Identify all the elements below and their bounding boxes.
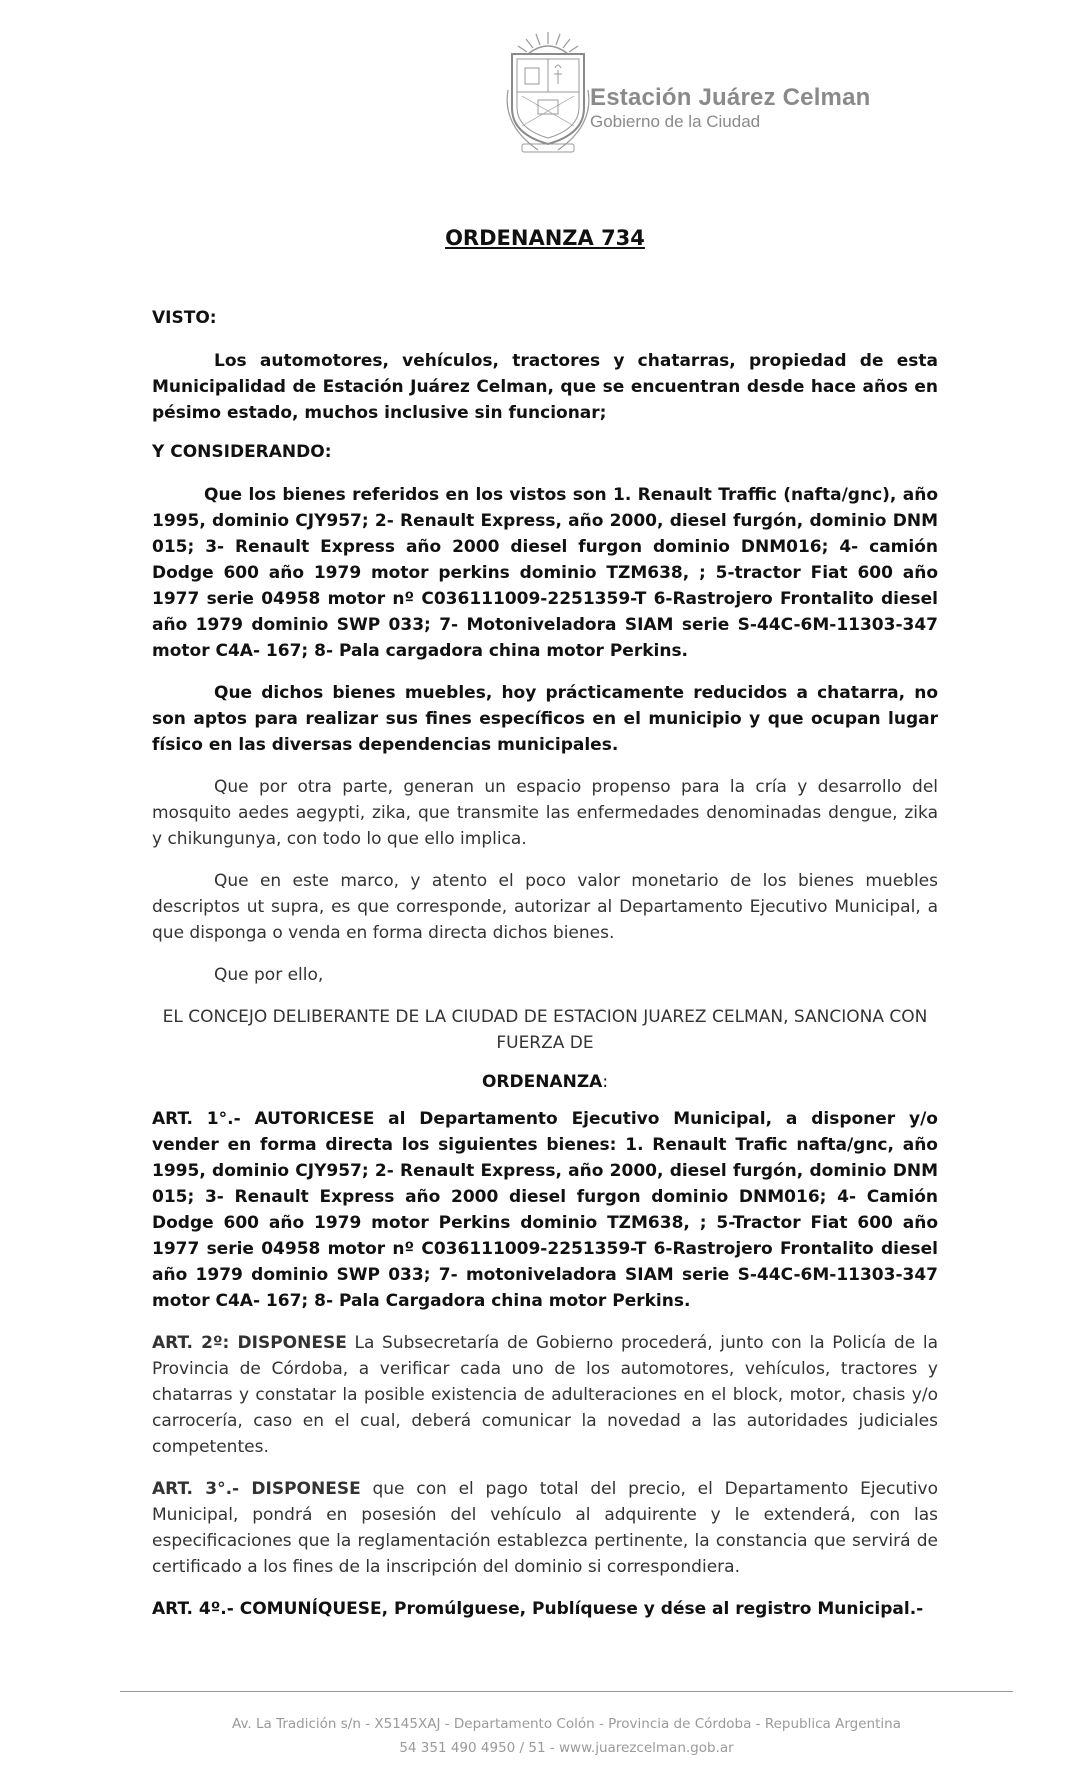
city-seal-icon xyxy=(498,30,598,158)
document-title: ORDENANZA 734 xyxy=(445,226,645,250)
letterhead xyxy=(498,30,918,160)
concejo-statement: EL CONCEJO DELIBERANTE DE LA CIUDAD DE ESTACION JUAREZ CELMAN, SANCIONA CON FUERZA DE xyxy=(162,1007,928,1053)
visto-paragraph: Los automotores, vehículos, tractores y chatarras, propiedad de esta Municipalidad de Estación Juárez Celman, que se encuentran desde hace años en pésimo estado, muchos inclusive sin funcionar; xyxy=(152,351,938,423)
article-2-text: La Subsecretaría de Gobierno procederá, junto con la Policía de la Provincia de Córdoba, a verificar cada uno de los automotores, vehículos, tractores y chatarras y constatar la posible existencia de adulteraciones en el block, motor, chasis y/o carrocería, caso en el cual, deberá comunicar la novedad a las autoridades judiciales competentes. xyxy=(152,1333,938,1457)
document-body xyxy=(152,226,938,1638)
article-1 xyxy=(152,1106,938,1314)
considerando-paragraph-1: Que los bienes referidos en los vistos son 1. Renault Traffic (nafta/gnc), año 1995, dominio CJY957; 2- Renault Express, año 2000, diesel furgón, dominio DNM 015; 3- Renault Express año 2000 diesel furgon dominio DNM016; 4- camión Dodge 600 año 1979 motor perkins dominio TZM638, ; 5-tractor Fiat 600 año 1977 serie 04958 motor nº C036111009-2251359-T 6-Rastrojero Frontalito diesel año 1979 dominio SWP 033; 7- Motoniveladora SIAM serie S-44C-6M-11303-347 motor C4A- 167; 8- Pala cargadora china motor Perkins. xyxy=(152,485,938,661)
article-2 xyxy=(152,1330,938,1460)
footer-divider xyxy=(120,1691,1013,1692)
que-por-ello: Que por ello, xyxy=(214,965,324,985)
considerando-paragraph-2: Que dichos bienes muebles, hoy prácticamente reducidos a chatarra, no son aptos para realizar sus fines específicos en el municipio y que ocupan lugar físico en las diversas dependencias municipales. xyxy=(152,683,938,755)
organization-block xyxy=(590,84,871,132)
organization-name: Estación Juárez Celman xyxy=(590,84,871,111)
considerando-paragraph-4: Que en este marco, y atento el poco valor monetario de los bienes muebles descriptos ut supra, es que corresponde, autorizar al Departamento Ejecutivo Municipal, a que disponga o venda en forma directa dichos bienes. xyxy=(152,871,938,943)
article-4-label: ART. 4º.- COMUNÍQUESE, xyxy=(152,1599,389,1619)
footer xyxy=(120,1712,1013,1760)
ordenanza-label-text: ORDENANZA xyxy=(481,1072,603,1092)
article-3 xyxy=(152,1476,938,1580)
article-2-label: ART. 2º: DISPONESE xyxy=(152,1333,347,1353)
footer-contact: 54 351 490 4950 / 51 - www.juarezcelman.gob.ar xyxy=(399,1740,734,1756)
article-3-label: ART. 3°.- DISPONESE xyxy=(152,1479,361,1499)
footer-address: Av. La Tradición s/n - X5145XAJ - Departamento Colón - Provincia de Córdoba - Republica Argentina xyxy=(232,1716,901,1732)
ordenanza-colon: : xyxy=(602,1072,609,1092)
visto-heading: VISTO: xyxy=(152,308,217,328)
considerando-paragraph-3: Que por otra parte, generan un espacio propenso para la cría y desarrollo del mosquito aedes aegypti, zika, que transmite las enfermedades denominadas dengue, zika y chikungunya, con todo lo que ello implica. xyxy=(152,777,938,849)
considerando-heading: Y CONSIDERANDO: xyxy=(152,442,332,462)
article-1-label: ART. 1°.- AUTORICESE xyxy=(152,1109,375,1129)
ordenanza-label xyxy=(152,1072,938,1092)
article-4-text: Promúlguese, Publíquese y dése al registro Municipal.- xyxy=(388,1599,924,1619)
article-3-text: que con el pago total del precio, el Departamento Ejecutivo Municipal, pondrá en posesión del vehículo al adquirente y le extenderá, con las especificaciones que la reglamentación establezca pertinente, la constancia que servirá de certificado a los fines de la inscripción del dominio si correspondiera. xyxy=(152,1479,938,1577)
organization-subtitle: Gobierno de la Ciudad xyxy=(590,112,761,131)
article-4 xyxy=(152,1596,938,1622)
article-1-text: al Departamento Ejecutivo Municipal, a disponer y/o vender en forma directa los siguientes bienes: 1. Renault Trafic nafta/gnc, año 1995, dominio CJY957; 2- Renault Express, año 2000, diesel furgón, dominio DNM 015; 3- Renault Express año 2000 diesel furgon dominio DNM016; 4- Camión Dodge 600 año 1979 motor Perkins dominio TZM638, ; 5-Tractor Fiat 600 año 1977 serie 04958 motor nº C036111009-2251359-T 6-Rastrojero Frontalito diesel año 1979 dominio SWP 033; 7- motoniveladora SIAM serie S-44C-6M-11303-347 motor C4A- 167; 8- Pala Cargadora china motor Perkins. xyxy=(152,1109,938,1311)
